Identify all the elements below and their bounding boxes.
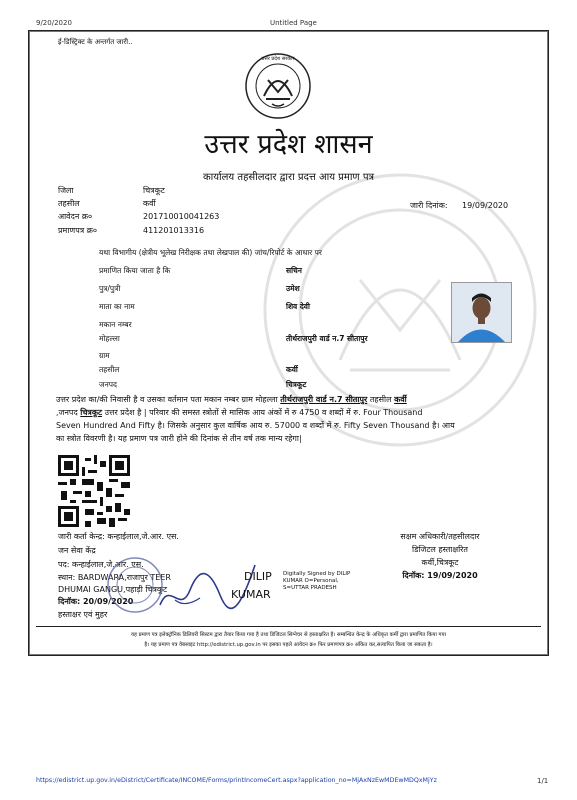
- detail-value-tehsil: कर्वी: [286, 365, 298, 374]
- issuer-date: दिनॉक: 20/09/2020: [58, 597, 134, 606]
- issuer-sign-label: हस्ताक्षर एवं मुहर: [58, 610, 108, 619]
- top-note: ई-डिस्ट्रिक्ट के अन्तर्गत जारी..: [58, 38, 133, 46]
- detail-value-parent: उमेश: [286, 284, 300, 293]
- applicant-photo: [451, 282, 512, 343]
- body-mohalla: तीर्थराजपुरी वार्ड न.7 सीतापुर: [280, 395, 368, 404]
- print-page-count: 1/1: [537, 777, 549, 785]
- body-janpad: चित्रकूट: [80, 408, 103, 417]
- authority-date: दिनॉक: 19/09/2020: [402, 571, 478, 580]
- issuer-post: पद: कन्हाईलाल,जे.आर. एस.: [58, 560, 144, 569]
- print-url[interactable]: https://edistrict.up.gov.in/eDistrict/Certificate/INCOME/Forms/printIncomeCert.aspx?application_no=MjAxNzEwMDEwMDQxMjYz: [36, 777, 437, 784]
- footer-line-1: यह प्रमाण पत्र इलेक्ट्रॉनिक डिलिवरी सिस्टम द्वारा तैयार किया गया है तथा डिजिटल सिग्नेचर से हस्ताक्षरित है। सम्बन्धित केन्द्र के अधिकृत कर्मी द्वारा प्रमाणित किया गया: [131, 632, 446, 638]
- issue-date-label: जारी दिनांक:: [410, 201, 448, 210]
- detail-label-mother: माता का नाम: [99, 302, 135, 311]
- emblem-text: उत्तर प्रदेश सरकार: [261, 56, 295, 62]
- body-tehsil-label: तहसील: [369, 395, 392, 404]
- issuer-jan-seva: जन सेवा केंद्र: [58, 546, 96, 555]
- issuer-place: स्थान: BARDWARA,राजापुर TEER: [58, 573, 171, 582]
- detail-label-mohalla: मोहल्ला: [99, 334, 120, 343]
- qr-code-icon: [58, 455, 130, 527]
- body-line-1: [56, 394, 526, 407]
- certificate-title: उत्तर प्रदेश शासन: [204, 129, 373, 160]
- applicant-name: सचिन: [286, 266, 302, 275]
- certificate-subtitle: कार्यालय तहसीलदार द्वारा प्रदत्त आय प्रमाण पत्र: [202, 172, 375, 183]
- meta-label-tehsil: तहसील: [58, 199, 80, 208]
- digital-sign-name-2: KUMAR: [231, 588, 271, 601]
- meta-label-district: जिला: [58, 186, 74, 195]
- digital-sign-line-2: KUMAR O=Personal,: [283, 578, 339, 584]
- body-text-2: उत्तर प्रदेश है | परिवार की समस्त स्त्रोतों से मासिक आय अंकों में रु 4750 व शब्दों में रु. Four Thousand: [104, 408, 423, 417]
- body-line-3: Seven Hundred And Fifty है। जिसके अनुसार कुल वार्षिक आय रु. 57000 व शब्दों में रु. Fifty Seven Thousand है। आय: [56, 421, 455, 430]
- applicant-photo-icon: [452, 283, 511, 342]
- body-line-4: का स्त्रोत विवरणी है। यह प्रमाण पत्र जारी होने की दिनांक से तीन वर्ष तक मान्य रहेगा|: [56, 434, 302, 443]
- issue-date: 19/09/2020: [462, 201, 509, 210]
- certify-label: प्रमाणित किया जाता है कि: [99, 266, 171, 275]
- body-tehsil: कर्वी: [394, 395, 407, 404]
- meta-value-application-no: 201710010041263: [143, 212, 220, 221]
- issuer-place-2: DHUMAI GANGU,पहाड़ी चित्रकूट: [58, 585, 168, 594]
- print-date: 9/20/2020: [36, 19, 72, 27]
- authority-title: सक्षम अधिकारी/तहसीलदार: [400, 532, 480, 541]
- digital-sign-line-1: Digitally Signed by DILIP: [283, 571, 351, 577]
- print-page-title: Untitled Page: [270, 19, 317, 27]
- detail-label-house: मकान नम्बर: [99, 320, 132, 329]
- authority-place: कर्वी,चित्रकूट: [421, 558, 459, 567]
- meta-value-tehsil: कर्वी: [143, 199, 156, 208]
- authority-digital: डिजिटल हस्ताक्षरित: [412, 545, 468, 554]
- body-line-2: [56, 407, 422, 420]
- detail-label-village: ग्राम: [99, 351, 110, 360]
- detail-value-district: चित्रकूट: [286, 380, 307, 389]
- intro-text: यथा विभागीय (क्षेत्रीय भूलेख निरीक्षक तथा लेखपाल की) जांच/रिपोर्ट के आधार पर: [99, 248, 322, 257]
- digital-sign-line-3: S=UTTAR PRADESH: [283, 585, 337, 591]
- issuer-center: जारी कर्ता केन्द्र: कन्हाईलाल,जे.आर. एस.: [58, 532, 179, 541]
- meta-value-certificate-no: 411201013316: [143, 226, 205, 235]
- detail-label-tehsil: तहसील: [99, 365, 120, 374]
- meta-label-application-no: आवेदन क्र०: [58, 212, 93, 221]
- detail-value-mohalla: तीर्थराजपुरी वार्ड न.7 सीतापुर: [286, 334, 368, 343]
- footer-line-2: है। यह प्रमाण पत्र वेबसाइट http://edistrict.up.gov.in पर इसका पहले आवेदन क्र० फिर प्रमाणपत्र क्र० अंकित कर,सत्यापित किया जा सकता है।: [144, 642, 433, 648]
- footer-divider: [36, 626, 541, 627]
- meta-label-certificate-no: प्रमाणपत्र क्र०: [58, 226, 97, 235]
- detail-label-parent: पुत्र/पुत्री: [99, 284, 121, 293]
- body-text-1: उत्तर प्रदेश का/की निवासी है व उसका वर्तमान पता मकान नम्बर ग्राम मोहल्ला: [56, 395, 278, 404]
- digital-sign-name-1: DILIP: [244, 570, 272, 583]
- meta-value-district: चित्रकूट: [143, 186, 165, 195]
- body-janpad-label: ,जनपद: [56, 408, 78, 417]
- detail-label-district: जनपद: [99, 380, 117, 389]
- detail-value-mother: शिव देवी: [286, 302, 310, 311]
